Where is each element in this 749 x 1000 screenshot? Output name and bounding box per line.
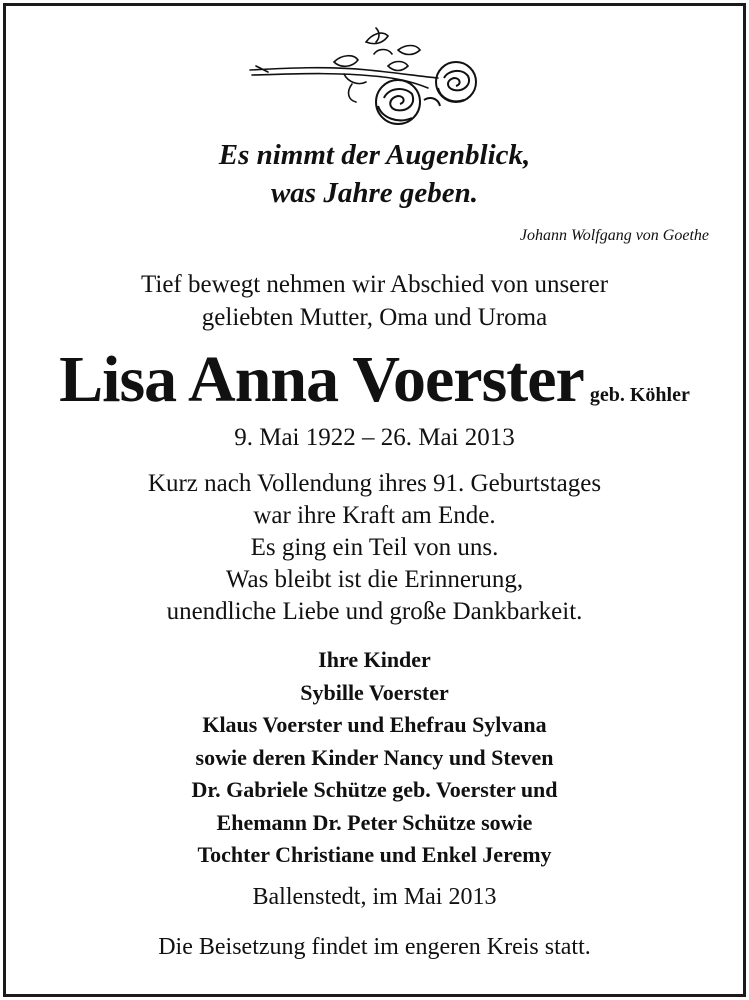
- poem-line: Was bleibt ist die Erinnerung,: [225, 566, 524, 593]
- mourner-line: Klaus Voerster und Ehefrau Sylvana: [202, 712, 547, 737]
- mourner-line: Sybille Voerster: [300, 679, 449, 705]
- maiden-name: geb. Köhler: [589, 384, 690, 406]
- poem-line: war ihre Kraft am Ende.: [253, 502, 496, 529]
- mourner-line: Ehemann Dr. Peter Schütze sowie: [216, 809, 533, 835]
- poem-line: Kurz nach Vollendung ihres 91. Geburtstages: [147, 470, 602, 497]
- place-date: Ballenstedt, im Mai 2013: [252, 884, 497, 910]
- quote-author: Johann Wolfgang von Goethe: [519, 227, 709, 244]
- mourner-line: Tochter Christiane und Enkel Jeremy: [197, 842, 552, 867]
- mourner-line: sowie deren Kinder Nancy und Steven: [195, 744, 554, 770]
- life-dates: 9. Mai 1922 – 26. Mai 2013: [234, 424, 515, 451]
- poem-line: unendliche Liebe und große Dankbarkeit.: [166, 598, 583, 625]
- intro-line: Tief bewegt nehmen wir Abschied von unserer: [140, 271, 609, 298]
- funeral-note: Die Beisetzung findet im engeren Kreis statt.: [158, 934, 591, 960]
- quote-line: was Jahre geben.: [270, 177, 479, 209]
- poem-line: Es ging ein Teil von uns.: [250, 534, 499, 561]
- mourner-line: Dr. Gabriele Schütze geb. Voerster und: [191, 777, 558, 802]
- quote-line: Es nimmt der Augenblick,: [218, 139, 531, 171]
- deceased-name: Lisa Anna Voerster: [59, 343, 584, 416]
- intro-line: geliebten Mutter, Oma und Uroma: [201, 304, 548, 331]
- roses-icon: [248, 26, 480, 128]
- deceased-name-row: [0, 342, 749, 418]
- mourner-line: Ihre Kinder: [318, 647, 431, 672]
